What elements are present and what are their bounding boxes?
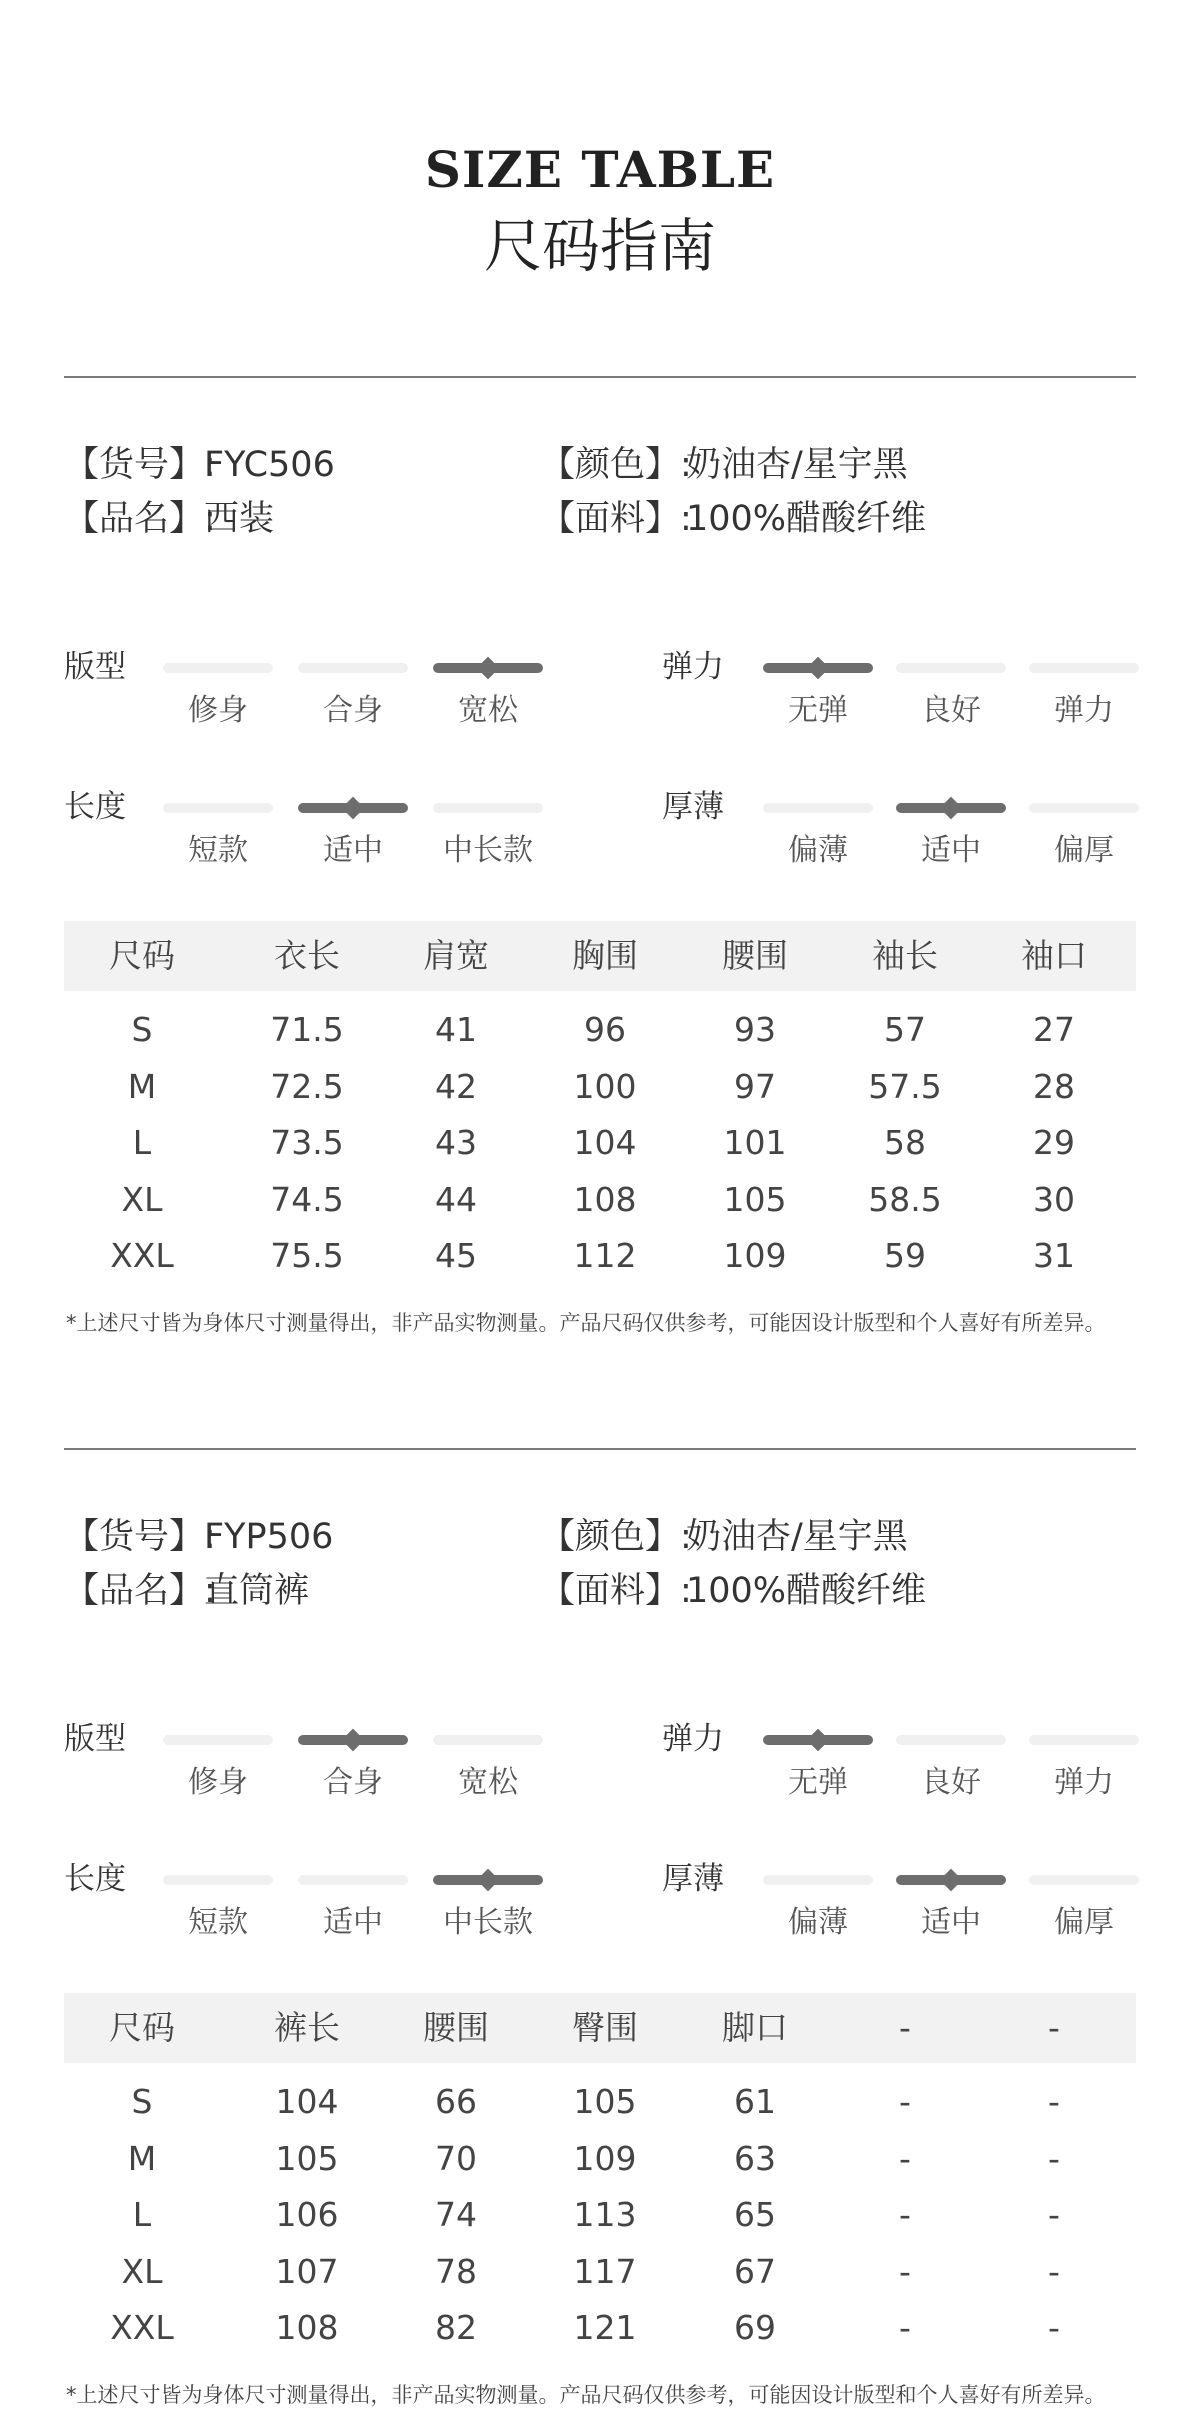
table-cell: 71.5 [270, 1010, 344, 1049]
scale-option-label: 短款 [188, 833, 248, 868]
table-header-cell: 胸围 [572, 936, 638, 975]
table-cell: XXL [110, 1236, 174, 1275]
scale-option-label: 无弹 [788, 693, 848, 728]
table-header-cell: 腰围 [722, 936, 788, 975]
scale-track-selected [298, 1735, 408, 1745]
divider [64, 376, 1136, 378]
scale-option-label: 合身 [323, 1765, 383, 1800]
scale-track [763, 1875, 873, 1885]
product-name: 西装 [204, 499, 275, 539]
size-section [0, 440, 1200, 1360]
scale-track [896, 663, 1006, 673]
color-value: 奶油杏/星宇黑 [686, 445, 908, 485]
table-cell: 44 [435, 1179, 477, 1219]
scale-option-label: 短款 [188, 1905, 248, 1940]
scale-track-selected [763, 1735, 873, 1745]
table-cell: 104 [573, 1123, 637, 1162]
scale-track [163, 1875, 273, 1885]
table-cell: 104 [275, 2082, 339, 2121]
footnote: *上述尺寸皆为身体尺寸测量得出，非产品实物测量。产品尺码仅供参考，可能因设计版型和个人喜好有所差异。 [66, 2383, 1106, 2407]
scale-track [1029, 1875, 1139, 1885]
product-name-label: 【品名】: [64, 1571, 216, 1611]
scale-track-selected [896, 803, 1006, 813]
table-cell: 58.5 [868, 1179, 942, 1219]
color-label: 【颜色】: [540, 445, 692, 485]
attribute-label: 长度 [64, 789, 126, 825]
table-header-cell: 臀围 [572, 2008, 638, 2047]
table-header-cell: 袖口 [1021, 936, 1087, 975]
table-cell: 100 [573, 1066, 637, 1106]
table-cell: - [1048, 2308, 1060, 2347]
attribute-label: 长度 [64, 1861, 126, 1897]
scale-track [1029, 663, 1139, 673]
table-cell: 82 [435, 2308, 477, 2347]
product-no: FYC506 [204, 445, 335, 485]
attribute-label: 弹力 [662, 1721, 724, 1757]
product-name: 直筒裤 [204, 1571, 310, 1611]
scale-track [163, 1735, 273, 1745]
fabric-label: 【面料】: [540, 499, 692, 539]
table-cell: - [1048, 2082, 1060, 2121]
table-cell: 101 [723, 1123, 787, 1162]
attribute-label: 弹力 [662, 649, 724, 685]
table-cell: 105 [573, 2082, 637, 2121]
table-header-cell: 裤长 [274, 2008, 340, 2047]
table-cell: XL [121, 2251, 163, 2291]
scale-option-label: 修身 [188, 1765, 248, 1800]
scale-option-label: 偏厚 [1054, 833, 1114, 868]
scale-option-label: 合身 [323, 693, 383, 728]
table-cell: 96 [584, 1010, 626, 1049]
table-cell: 108 [275, 2308, 339, 2347]
scale-track [163, 663, 273, 673]
color-value: 奶油杏/星宇黑 [686, 1517, 908, 1557]
table-cell: - [899, 2082, 911, 2121]
scale-track-selected [763, 663, 873, 673]
table-cell: 69 [734, 2308, 776, 2347]
table-cell: 43 [435, 1123, 477, 1162]
scale-option-label: 偏厚 [1054, 1905, 1114, 1940]
table-cell: - [899, 2195, 911, 2234]
product-no-label: 【货号】: [64, 1517, 216, 1557]
scale-option-label: 修身 [188, 693, 248, 728]
table-cell: 41 [435, 1010, 477, 1049]
table-header-cell: - [1048, 2008, 1060, 2047]
size-section [0, 1512, 1200, 2432]
scale-track [298, 1875, 408, 1885]
scale-option-label: 偏薄 [788, 1905, 848, 1940]
table-cell: 117 [573, 2251, 637, 2291]
table-header-cell: 脚口 [722, 2008, 788, 2047]
table-header-cell: 肩宽 [423, 936, 489, 975]
table-cell: 78 [435, 2251, 477, 2291]
table-cell: - [1048, 2138, 1060, 2178]
table-cell: 106 [275, 2195, 339, 2234]
product-name-label: 【品名】: [64, 499, 216, 539]
table-cell: 61 [734, 2082, 776, 2121]
table-cell: S [131, 2082, 153, 2121]
table-cell: 67 [734, 2251, 776, 2291]
scale-track [433, 803, 543, 813]
table-cell: XXL [110, 2308, 174, 2347]
scale-track [298, 663, 408, 673]
table-header-cell: 尺码 [109, 936, 175, 975]
title-en: SIZE TABLE [424, 140, 776, 199]
table-cell: 45 [435, 1236, 477, 1275]
table-cell: 28 [1033, 1066, 1075, 1106]
fabric-value: 100%醋酸纤维 [686, 499, 927, 539]
table-cell: 66 [435, 2082, 477, 2121]
scale-track [896, 1735, 1006, 1745]
table-cell: 72.5 [270, 1066, 344, 1106]
divider [64, 1448, 1136, 1450]
table-header-cell: - [899, 2008, 911, 2047]
scale-option-label: 宽松 [458, 693, 518, 728]
table-cell: 74.5 [270, 1179, 344, 1219]
scale-option-label: 适中 [921, 833, 981, 868]
table-cell: 27 [1033, 1010, 1075, 1049]
scale-option-label: 偏薄 [788, 833, 848, 868]
title-cn: 尺码指南 [483, 212, 716, 280]
fabric-label: 【面料】: [540, 1571, 692, 1611]
table-cell: 113 [573, 2195, 637, 2234]
table-cell: L [132, 2195, 152, 2234]
scale-option-label: 适中 [323, 833, 383, 868]
scale-option-label: 良好 [921, 1765, 981, 1800]
scale-option-label: 中长款 [443, 1905, 533, 1940]
table-cell: M [127, 2138, 157, 2178]
table-cell: S [131, 1010, 153, 1049]
table-cell: 65 [734, 2195, 776, 2234]
table-cell: - [1048, 2251, 1060, 2291]
table-cell: - [899, 2138, 911, 2178]
attribute-label: 版型 [64, 649, 126, 685]
table-cell: 109 [723, 1236, 787, 1275]
table-cell: 74 [435, 2195, 477, 2234]
scale-track-selected [433, 1875, 543, 1885]
table-cell: 105 [723, 1179, 787, 1219]
attribute-label: 厚薄 [662, 1861, 724, 1897]
attribute-label: 厚薄 [662, 789, 724, 825]
scale-track [1029, 803, 1139, 813]
fabric-value: 100%醋酸纤维 [686, 1571, 927, 1611]
scale-option-label: 良好 [921, 693, 981, 728]
scale-option-label: 适中 [323, 1905, 383, 1940]
scale-track-selected [298, 803, 408, 813]
table-cell: 57 [884, 1010, 926, 1049]
product-no-label: 【货号】: [64, 445, 216, 485]
table-cell: 58 [884, 1123, 926, 1162]
table-cell: 70 [435, 2138, 477, 2178]
scale-option-label: 无弹 [788, 1765, 848, 1800]
table-cell: M [127, 1066, 157, 1106]
table-cell: L [132, 1123, 152, 1162]
table-cell: 30 [1033, 1179, 1075, 1219]
table-header-cell: 腰围 [423, 2008, 489, 2047]
table-cell: 112 [573, 1236, 637, 1275]
scale-track-selected [433, 663, 543, 673]
table-cell: 63 [734, 2138, 776, 2178]
table-cell: - [899, 2251, 911, 2291]
scale-track [433, 1735, 543, 1745]
table-cell: 107 [275, 2251, 339, 2291]
table-cell: 75.5 [270, 1236, 344, 1275]
table-cell: 121 [573, 2308, 637, 2347]
table-cell: 57.5 [868, 1066, 942, 1106]
table-cell: 31 [1033, 1236, 1075, 1275]
product-no: FYP506 [204, 1517, 334, 1557]
scale-option-label: 适中 [921, 1905, 981, 1940]
scale-track [763, 803, 873, 813]
table-cell: 73.5 [270, 1123, 344, 1162]
footnote: *上述尺寸皆为身体尺寸测量得出，非产品实物测量。产品尺码仅供参考，可能因设计版型和个人喜好有所差异。 [66, 1311, 1106, 1335]
scale-option-label: 宽松 [458, 1765, 518, 1800]
table-cell: 29 [1033, 1123, 1075, 1162]
page-header [0, 140, 1200, 286]
table-cell: 42 [435, 1066, 477, 1106]
table-cell: 59 [884, 1236, 926, 1275]
table-cell: 109 [573, 2138, 637, 2178]
table-cell: 105 [275, 2138, 339, 2178]
table-cell: 97 [734, 1066, 776, 1106]
table-cell: 93 [734, 1010, 776, 1049]
scale-track [1029, 1735, 1139, 1745]
table-cell: - [1048, 2195, 1060, 2234]
table-cell: - [899, 2308, 911, 2347]
table-cell: XL [121, 1179, 163, 1219]
table-header-cell: 袖长 [872, 936, 938, 975]
scale-option-label: 中长款 [443, 833, 533, 868]
scale-option-label: 弹力 [1054, 693, 1114, 728]
table-header-cell: 尺码 [109, 2008, 175, 2047]
table-cell: 108 [573, 1179, 637, 1219]
scale-track-selected [896, 1875, 1006, 1885]
scale-option-label: 弹力 [1054, 1765, 1114, 1800]
color-label: 【颜色】: [540, 1517, 692, 1557]
table-header-cell: 衣长 [274, 936, 340, 975]
attribute-label: 版型 [64, 1721, 126, 1757]
scale-track [163, 803, 273, 813]
